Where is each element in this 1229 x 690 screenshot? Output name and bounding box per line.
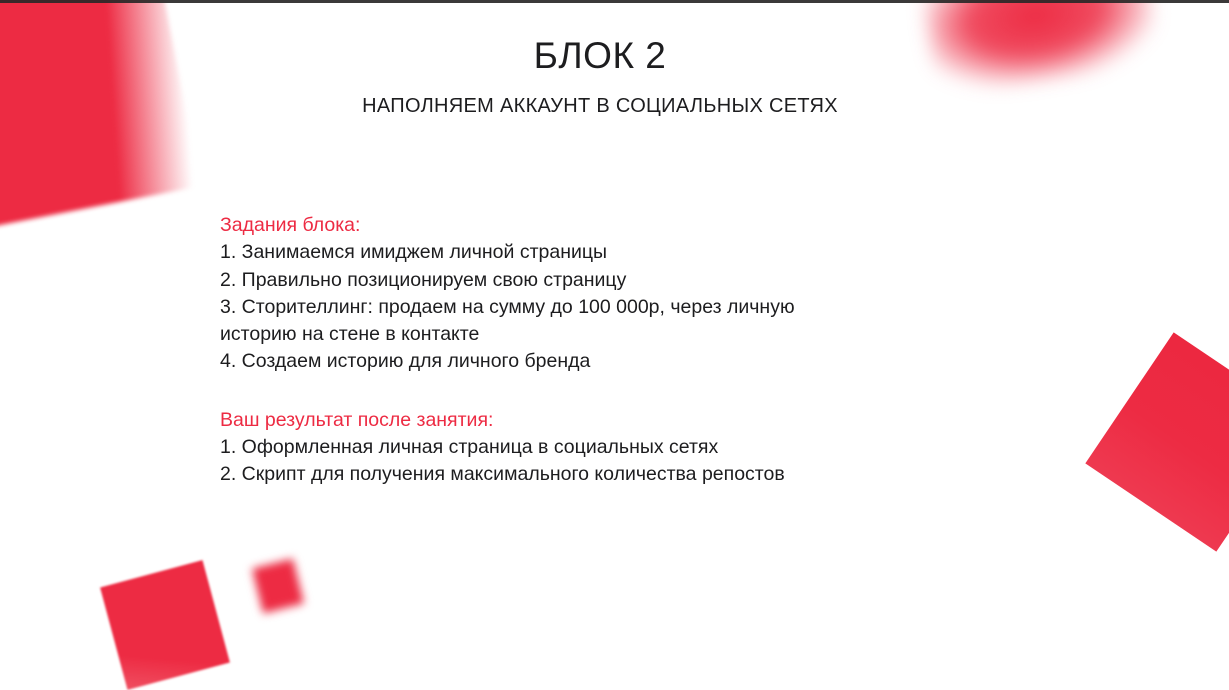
task-line: 4. Создаем историю для личного бренда <box>220 350 591 373</box>
result-line: 2. Скрипт для получения максимального количества репостов <box>220 463 785 486</box>
slide-subtitle: НАПОЛНЯЕМ АККАУНТ В СОЦИАЛЬНЫХ СЕТЯХ <box>362 95 838 117</box>
decor-red-square-small-blur <box>252 559 304 614</box>
decor-red-square-bottom-left <box>100 560 230 690</box>
task-line: 1. Занимаемся имиджем личной страницы <box>220 241 608 264</box>
top-edge-bar <box>0 0 1229 3</box>
task-line: 3. Сторителлинг: продаем на сумму до 100 000р, через личную <box>220 295 795 318</box>
slide-body <box>220 212 795 489</box>
results-section <box>220 407 795 489</box>
slide-header <box>0 34 1200 118</box>
task-line: 2. Правильно позиционируем свою страницу <box>220 268 627 291</box>
result-line: 1. Оформленная личная страница в социальных сетях <box>220 436 719 459</box>
task-line-wrap: историю на стене в контакте <box>220 323 480 346</box>
tasks-section <box>220 212 795 376</box>
results-heading: Ваш результат после занятия: <box>220 408 494 431</box>
slide-title: БЛОК 2 <box>533 35 667 76</box>
decor-red-square-right <box>1085 332 1229 551</box>
tasks-heading: Задания блока: <box>220 214 361 236</box>
